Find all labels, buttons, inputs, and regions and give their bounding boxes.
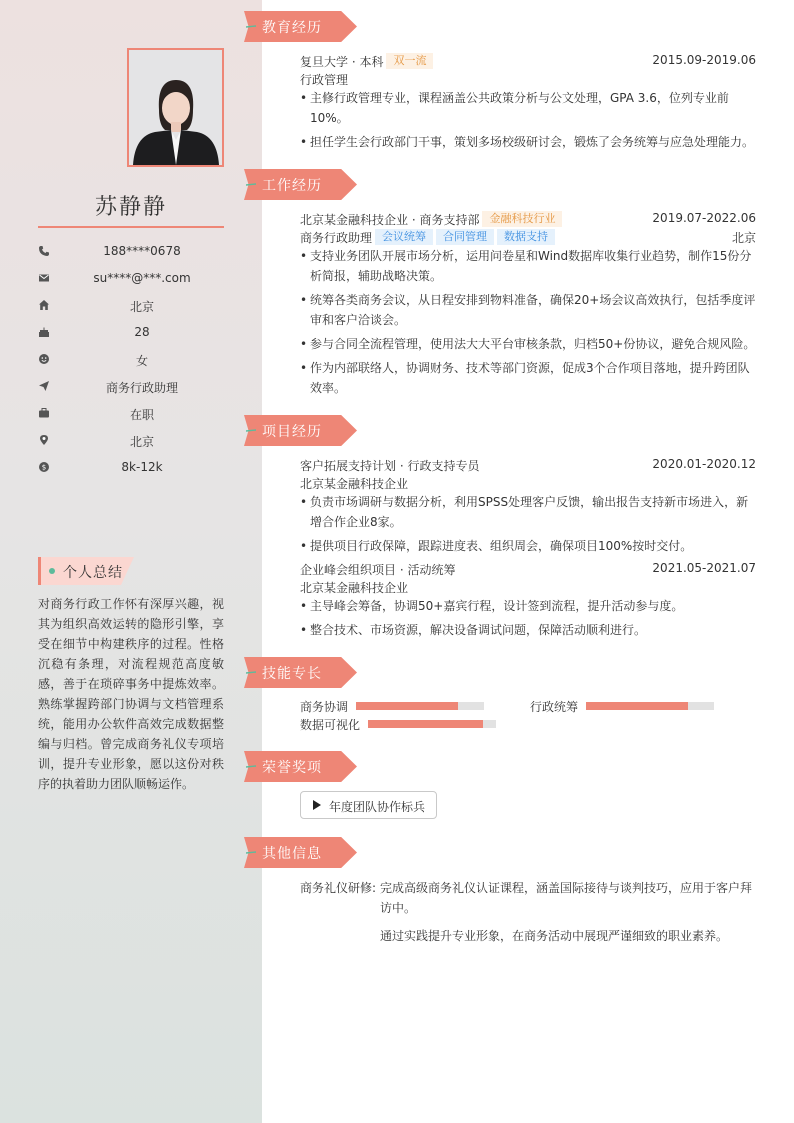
section-header-other (244, 837, 357, 868)
project-row (300, 455, 756, 473)
briefcase-icon (38, 407, 50, 419)
home-value: 北京 (129, 300, 154, 314)
tick-icon (246, 183, 256, 186)
section-header-work (244, 169, 357, 200)
tick-icon (246, 429, 256, 432)
award-badge (300, 791, 437, 819)
sidebar (0, 0, 262, 1123)
project-name: 企业峰会组织项目 · 活动统筹 (300, 563, 456, 577)
other-paragraph: 完成高级商务礼仪认证课程，涵盖国际接待与谈判技巧，应用于客户拜访中。 (380, 881, 753, 915)
info-email (38, 270, 224, 288)
email-value: su****@***.com (93, 271, 191, 285)
salary-value: 8k-12k (121, 460, 163, 474)
skill-tag: 会议统筹 (375, 229, 433, 245)
tick-icon (246, 765, 256, 768)
project-name: 客户拓展支持计划 · 行政支持专员 (300, 459, 480, 473)
section-header-projects (244, 415, 357, 446)
project-date: 2021.05-2021.07 (652, 561, 756, 575)
skill-bar (368, 720, 496, 728)
list-item: • 担任学生会行政部门干事，策划多场校级研讨会，锻炼了会务统筹与应急处理能力。 (300, 132, 756, 152)
send-icon (38, 380, 50, 392)
gender-icon (38, 353, 50, 365)
tick-icon (246, 851, 256, 854)
email-icon (38, 272, 50, 284)
project-row (300, 559, 756, 577)
section-title: 技能专长 (262, 666, 322, 682)
list-item: • 整合技术、市场资源，解决设备调试问题，保障活动顺利进行。 (300, 620, 756, 640)
skill-name: 数据可视化 (300, 718, 361, 732)
school-tag: 双一流 (386, 53, 433, 69)
skill-name: 行政统筹 (530, 700, 579, 714)
profile-photo (127, 48, 224, 167)
info-salary (38, 459, 224, 477)
info-phone (38, 243, 224, 261)
project-org: 北京某金融科技企业 (300, 581, 409, 595)
cake-icon (38, 326, 50, 338)
info-age (38, 324, 224, 342)
education-major: 行政管理 (300, 73, 349, 87)
section-header-education (244, 11, 357, 42)
tick-icon (246, 671, 256, 674)
phone-value: 188****0678 (103, 244, 181, 258)
home-icon (38, 299, 50, 311)
skill-bar (356, 702, 484, 710)
skill-name: 商务协调 (300, 700, 349, 714)
position-value: 商务行政助理 (105, 381, 178, 395)
salary-icon (38, 461, 50, 473)
status-value: 在职 (129, 408, 154, 422)
work-company: 北京某金融科技企业 · 商务支持部 (300, 213, 480, 227)
info-position (38, 378, 224, 396)
education-date: 2015.09-2019.06 (652, 53, 756, 67)
summary-title: 个人总结 (63, 565, 123, 581)
project-org-row (300, 473, 756, 491)
section-title: 荣誉奖项 (262, 760, 322, 776)
list-item: • 作为内部联络人，协调财务、技术等部门资源，促成3个合作项目落地，提升跨团队效率。 (300, 358, 756, 398)
info-gender (38, 351, 224, 369)
skill-item (300, 697, 490, 715)
skill-tag: 数据支持 (497, 229, 555, 245)
work-location: 北京 (731, 231, 756, 245)
industry-tag: 金融科技行业 (482, 211, 562, 227)
info-home (38, 297, 224, 315)
list-item: • 统筹各类商务会议，从日程安排到物料准备，确保20+场会议高效执行，包括季度评审和客户洽谈会。 (300, 290, 756, 330)
section-title: 教育经历 (262, 20, 322, 36)
skill-tag: 合同管理 (436, 229, 494, 245)
list-item: • 负责市场调研与数据分析，利用SPSS处理客户反馈，输出报告支持新市场进入，新增合作企业8家。 (300, 492, 756, 532)
school-name: 复旦大学 · 本科 (300, 55, 384, 69)
age-value: 28 (134, 325, 150, 339)
section-header-skills (244, 657, 357, 688)
tick-icon (246, 25, 256, 28)
project-date: 2020.01-2020.12 (652, 457, 756, 471)
candidate-name: 苏静静 (94, 195, 167, 220)
list-item: • 主导峰会筹备，协调50+嘉宾行程，设计签到流程，提升活动参与度。 (300, 596, 756, 616)
project-org-row (300, 577, 756, 595)
award-name: 年度团队协作标兵 (329, 800, 426, 814)
list-item: • 支持业务团队开展市场分析，运用问卷星和Wind数据库收集行业趋势，制作15份分析简报，辅助战略决策。 (300, 246, 756, 286)
section-title: 工作经历 (262, 178, 322, 194)
skill-bar (586, 702, 714, 710)
education-major-row (300, 69, 756, 87)
other-label: 商务礼仪研修: (300, 881, 377, 895)
other-paragraph: 通过实践提升专业形象，在商务活动中展现严谨细致的职业素养。 (380, 929, 729, 943)
skill-item (300, 715, 500, 733)
work-role: 商务行政助理 (300, 231, 373, 245)
info-location (38, 432, 224, 450)
skill-item (530, 697, 720, 715)
work-company-row (300, 209, 756, 227)
project-org: 北京某金融科技企业 (300, 477, 409, 491)
work-role-row (300, 227, 756, 245)
play-icon (313, 800, 321, 810)
phone-icon (38, 245, 50, 257)
gender-value: 女 (135, 354, 148, 368)
location-value: 北京 (129, 435, 154, 449)
info-status (38, 405, 224, 423)
summary-header (38, 557, 134, 585)
summary-text: 对商务行政工作怀有深厚兴趣，视其为组织高效运转的隐形引擎，享受在细节中构建秩序的过程。性格沉稳有条理，对流程规范高度敏感，善于在琐碎事务中提炼效率。熟练掌握跨部门协调与文档管理系统，能用办公软件高效完成数据整编与归档。曾完成商务礼仪专项培训，提升专业形象，愿以这份对秩序的执着助力团队顺畅运作。 (38, 597, 224, 791)
location-icon (38, 434, 50, 446)
section-header-honors (244, 751, 357, 782)
bullet-dot-icon (49, 568, 55, 574)
section-title: 其他信息 (262, 846, 322, 862)
list-item: • 参与合同全流程管理，使用法大大平台审核条款，归档50+份协议，避免合规风险。 (300, 334, 756, 354)
work-date: 2019.07-2022.06 (652, 211, 756, 225)
svg-text:$: $ (41, 463, 47, 472)
section-title: 项目经历 (262, 424, 322, 440)
name-divider (38, 226, 224, 228)
education-row (300, 51, 756, 69)
list-item: • 提供项目行政保障，跟踪进度表、组织周会，确保项目100%按时交付。 (300, 536, 756, 556)
list-item: • 主修行政管理专业，课程涵盖公共政策分析与公文处理，GPA 3.6，位列专业前10%。 (300, 88, 756, 128)
